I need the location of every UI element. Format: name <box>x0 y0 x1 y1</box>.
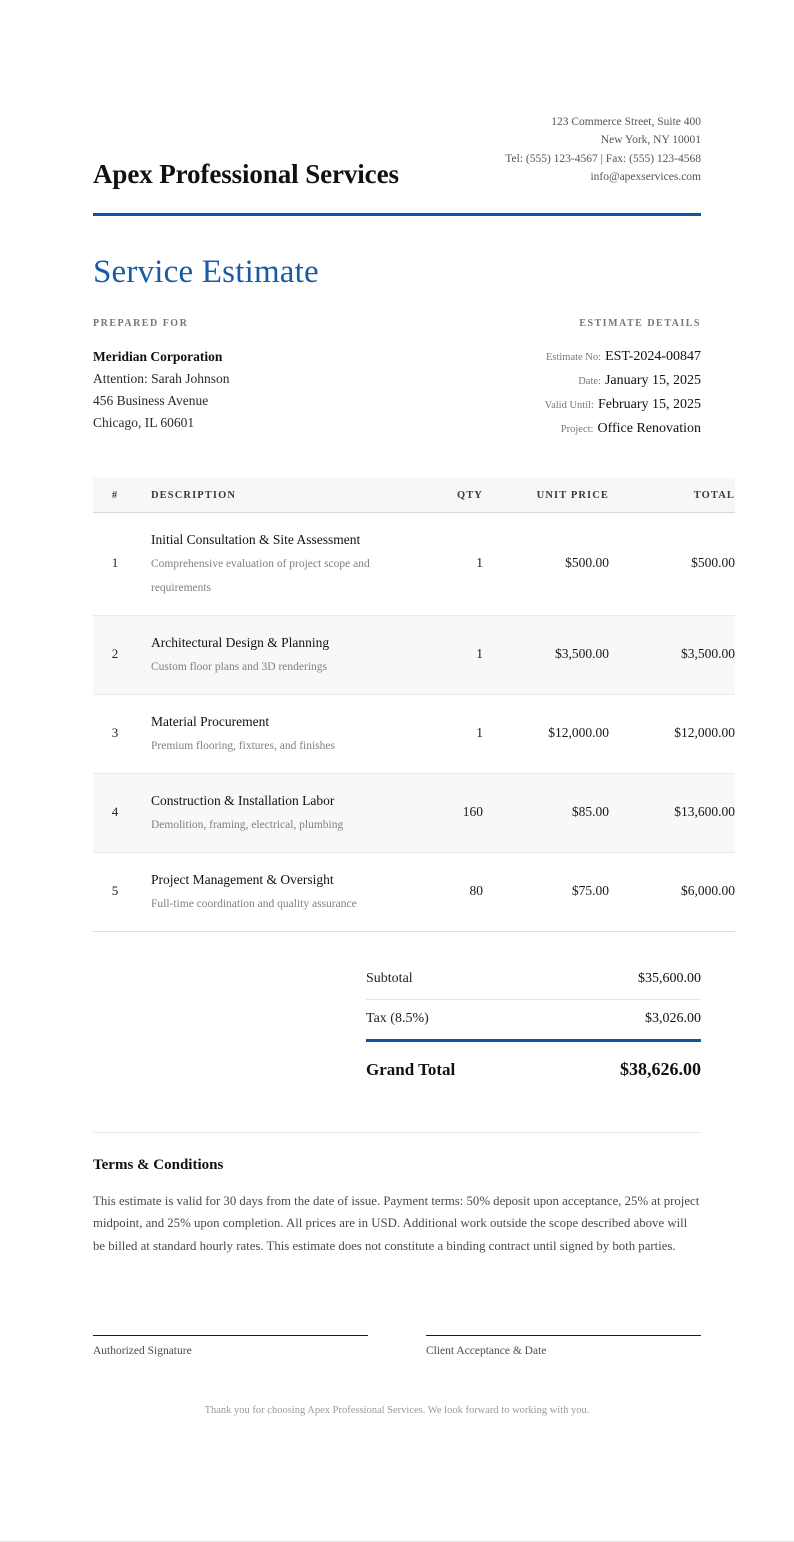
grand-total-value: $38,626.00 <box>620 1058 701 1079</box>
cell-unit-price <box>493 773 619 852</box>
row-number-value: 3 <box>111 725 119 741</box>
table-row <box>93 512 735 615</box>
cell-row-number <box>93 512 137 615</box>
item-title: Construction & Installation Labor <box>151 792 335 808</box>
total-value: $13,600.00 <box>674 804 735 820</box>
detail-value-valid-until: February 15, 2025 <box>597 396 701 412</box>
item-subtitle: Demolition, framing, electrical, plumbing <box>151 818 344 831</box>
unit-price-value: $75.00 <box>571 883 609 899</box>
client-street: 456 Business Avenue <box>93 392 209 408</box>
table-row <box>93 773 735 852</box>
letterhead <box>93 0 701 189</box>
page-title: Service Estimate <box>93 254 319 291</box>
estimate-details-list <box>411 345 701 441</box>
total-value: $12,000.00 <box>674 725 735 741</box>
grand-total-label: Grand Total <box>366 1059 456 1079</box>
company-phone-fax: Tel: (555) 123-4567 | Fax: (555) 123-4568 <box>505 152 701 165</box>
cell-total <box>619 615 735 694</box>
line-items-header <box>93 478 735 513</box>
prepared-for-block <box>93 318 393 441</box>
line-items-table <box>93 478 735 932</box>
company-name: Apex Professional Services <box>93 158 399 189</box>
column-header-total: TOTAL <box>619 478 735 513</box>
row-number-value: 4 <box>111 804 119 820</box>
cell-qty <box>401 512 493 615</box>
cell-total <box>619 512 735 615</box>
qty-value: 1 <box>476 725 483 741</box>
row-number-value: 2 <box>111 646 119 662</box>
table-row <box>93 615 735 694</box>
terms-divider <box>93 1132 701 1133</box>
row-number-value: 1 <box>111 555 119 571</box>
authorized-signature-line[interactable] <box>93 1335 368 1336</box>
item-subtitle: Custom floor plans and 3D renderings <box>151 660 327 673</box>
client-acceptance-block[interactable] <box>426 1335 701 1357</box>
detail-row-date <box>411 369 701 393</box>
cell-description <box>137 512 401 615</box>
detail-row-project <box>411 417 701 441</box>
qty-value: 160 <box>462 804 483 820</box>
cell-row-number <box>93 615 137 694</box>
item-title: Architectural Design & Planning <box>151 634 330 650</box>
detail-value-date: January 15, 2025 <box>604 372 701 388</box>
cell-total <box>619 852 735 931</box>
cell-description <box>137 852 401 931</box>
qty-value: 1 <box>476 555 483 571</box>
totals-block <box>366 960 701 1092</box>
document-content <box>93 0 735 1419</box>
signature-section <box>93 1335 701 1357</box>
item-title: Material Procurement <box>151 713 270 729</box>
totals-row-subtotal <box>366 960 701 1000</box>
cell-qty <box>401 773 493 852</box>
totals-section <box>93 960 701 1092</box>
detail-row-valid-until <box>411 393 701 417</box>
client-address-block <box>93 346 393 434</box>
detail-value-project: Office Renovation <box>597 420 701 436</box>
column-header-unit-price: UNIT PRICE <box>493 478 619 513</box>
letterhead-accent-rule <box>93 213 701 216</box>
item-title: Project Management & Oversight <box>151 871 334 887</box>
unit-price-value: $85.00 <box>571 804 609 820</box>
detail-label-valid-until: Valid Until: <box>544 399 594 411</box>
cell-total <box>619 773 735 852</box>
cell-qty <box>401 615 493 694</box>
column-header-qty: QTY <box>401 478 493 513</box>
company-address-line-2: New York, NY 10001 <box>600 134 701 147</box>
authorized-signature-block[interactable] <box>93 1335 368 1357</box>
total-value: $500.00 <box>691 555 735 571</box>
prepared-for-label: PREPARED FOR <box>93 317 189 329</box>
tax-value: $3,026.00 <box>645 1010 701 1026</box>
client-acceptance-line[interactable] <box>426 1335 701 1336</box>
cell-row-number <box>93 694 137 773</box>
table-row <box>93 694 735 773</box>
company-address-line-1: 123 Commerce Street, Suite 400 <box>551 116 701 128</box>
cell-row-number <box>93 852 137 931</box>
cell-description <box>137 694 401 773</box>
tax-label: Tax (8.5%) <box>366 1010 429 1026</box>
total-value: $6,000.00 <box>681 883 735 899</box>
column-header-number: # <box>93 478 137 513</box>
cell-unit-price <box>493 512 619 615</box>
table-row <box>93 852 735 931</box>
authorized-signature-label: Authorized Signature <box>93 1345 192 1358</box>
cell-description <box>137 615 401 694</box>
cell-unit-price <box>493 852 619 931</box>
detail-label-project: Project: <box>560 423 594 435</box>
line-items-body <box>93 512 735 931</box>
estimate-details-block <box>411 318 701 441</box>
client-name: Meridian Corporation <box>93 348 223 364</box>
table-header-row <box>93 478 735 513</box>
cell-unit-price <box>493 615 619 694</box>
unit-price-value: $500.00 <box>565 555 609 571</box>
cell-unit-price <box>493 694 619 773</box>
unit-price-value: $12,000.00 <box>548 725 609 741</box>
cell-description <box>137 773 401 852</box>
qty-value: 1 <box>476 646 483 662</box>
row-number-value: 5 <box>111 883 119 899</box>
footer-note: Thank you for choosing Apex Professional Services. We look forward to working with you. <box>204 1405 590 1417</box>
terms-title: Terms & Conditions <box>93 1156 224 1173</box>
qty-value: 80 <box>469 883 483 899</box>
detail-row-estimate-no <box>411 345 701 369</box>
client-acceptance-label: Client Acceptance & Date <box>426 1345 547 1358</box>
client-attention: Attention: Sarah Johnson <box>93 370 230 386</box>
item-subtitle: Full-time coordination and quality assurance <box>151 897 357 910</box>
subtotal-label: Subtotal <box>366 970 413 986</box>
cell-qty <box>401 694 493 773</box>
total-value: $3,500.00 <box>681 646 735 662</box>
cell-row-number <box>93 773 137 852</box>
subtotal-value: $35,600.00 <box>638 970 701 986</box>
item-subtitle: Comprehensive evaluation of project scope and requirements <box>151 557 370 594</box>
meta-section <box>93 318 701 441</box>
column-header-description: DESCRIPTION <box>137 478 401 513</box>
detail-value-estimate-no: EST-2024-00847 <box>605 348 701 364</box>
company-email: info@apexservices.com <box>590 170 701 183</box>
terms-body: This estimate is valid for 30 days from the date of issue. Payment terms: 50% deposit upon acceptance, 25% at project midpoint, and 25% upon completion. All prices are in USD. Additional work outside the scope described above will be billed at standard hourly rates. This estimate does not constitute a binding contract until signed by both parties. <box>93 1193 700 1253</box>
totals-row-tax <box>366 1000 701 1042</box>
detail-label-date: Date: <box>578 375 601 387</box>
cell-qty <box>401 852 493 931</box>
unit-price-value: $3,500.00 <box>555 646 609 662</box>
estimate-details-label: ESTIMATE DETAILS <box>579 317 701 329</box>
item-title: Initial Consultation & Site Assessment <box>151 531 361 547</box>
company-contact-block <box>505 113 701 189</box>
client-city-state-zip: Chicago, IL 60601 <box>93 414 195 430</box>
item-subtitle: Premium flooring, fixtures, and finishes <box>151 739 335 752</box>
cell-total <box>619 694 735 773</box>
totals-row-grand-total <box>366 1042 701 1092</box>
detail-label-estimate-no: Estimate No: <box>545 351 602 363</box>
